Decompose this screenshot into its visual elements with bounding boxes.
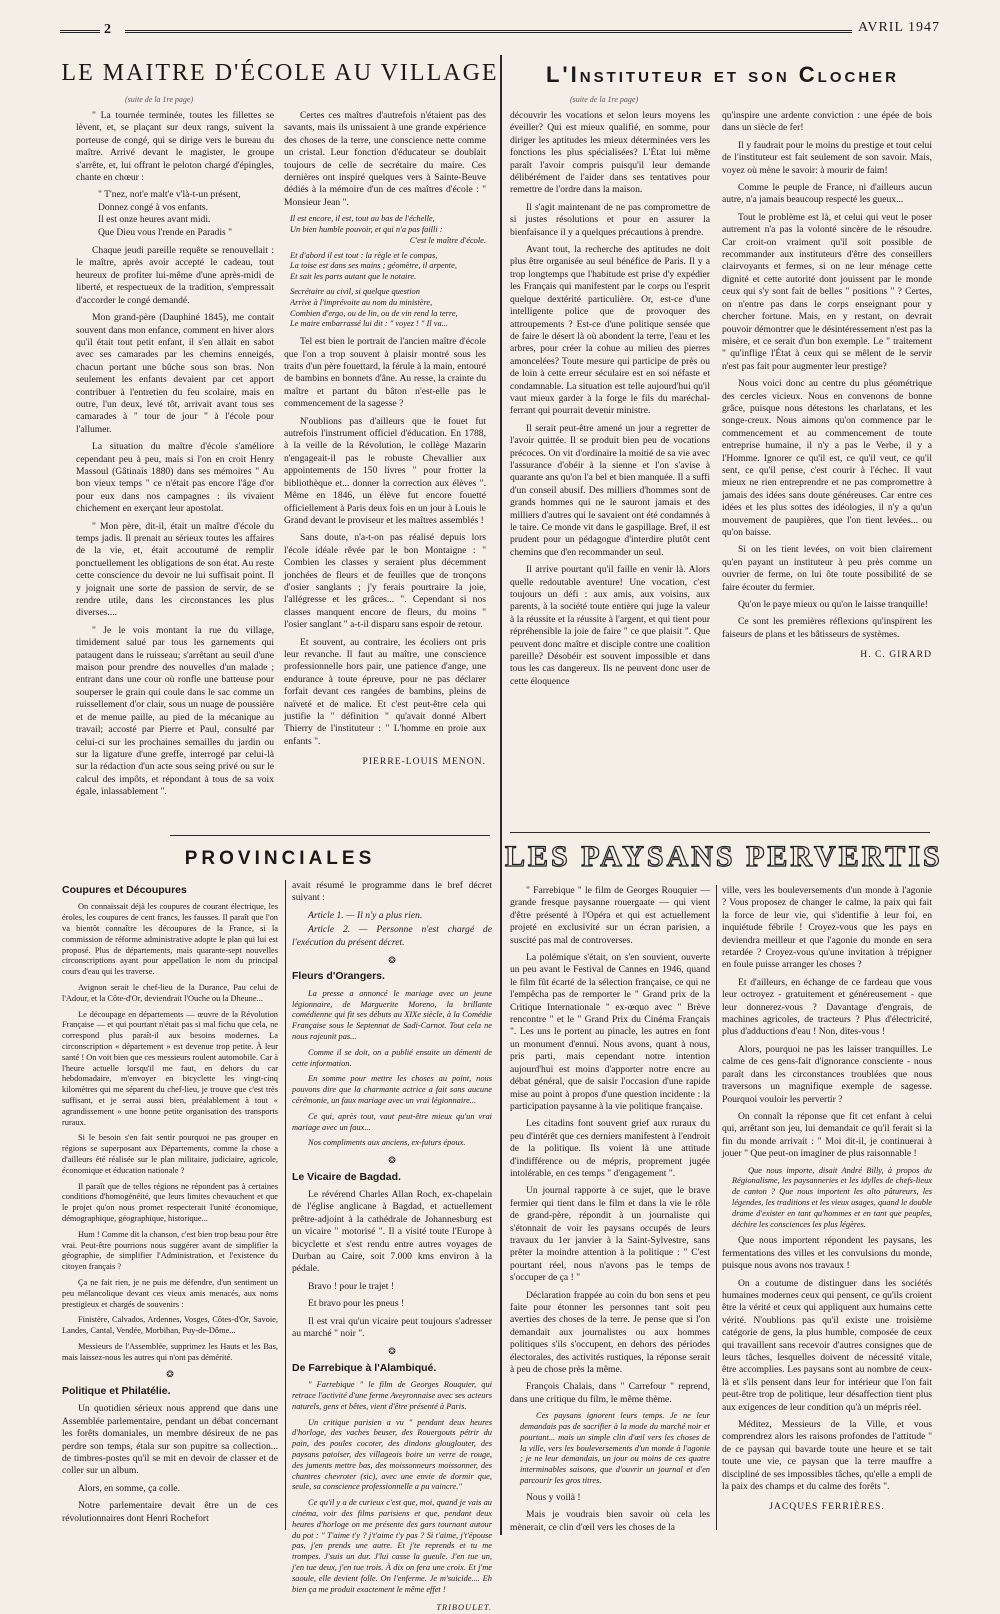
quoted-paragraph: Ces paysans ignorent leurs temps. Je ne leur demandais pas de sacrifier à la mode du marché noir et pourtant... mais un simple clin d'œil vers les choses de la ville, vers les bouleversements d'un monde à l'agonie ; je ne leur demandais, un jour ou moins de ces quatre interminables saisons, que d'ouvrir un journal et d'en parcourir les gros titres. [520,1411,710,1486]
article-title-instituteur: L'Instituteur et son Clocher [545,62,899,87]
suite-note-instituteur: (suite de la 1re page) [570,95,639,104]
paragraph: Mais je voudrais bien savoir où cela les mènerait, ce clin d'œil vers les choses de la [510,1509,710,1533]
verse-line: " T'nez, not'e malt'e v'là-t-un présent, [98,189,241,201]
quoted-paragraph: Que nous importe, disait André Billy, à propos du Régionalisme, les paysanneries et les idylles de chefs-lieux de canton ? Que nous importent les alto pâtureurs, les légendes, les traditions et les vieux usages, quand le double drame d'exister en tant qu'hommes et en tant que peuples, déchire les consciences les plus légères. [732,1165,932,1229]
paragraph: Que nous importent répondent les paysans, les fermentations des villes et les convulsions du monde, puisque nous avons nos travaux ! [722,1235,932,1272]
paragraph: Les citadins font souvent grief aux ruraux du peu d'intérêt que ces derniers manifestent à l'endroit de la politique. Ils voient là une attitude d'indifférence ou de mépris, proprement jugée intolérable, en ces temps " d'engagement ". [510,1118,710,1179]
paragraph: Un quotidien sérieux nous apprend que dans une Assemblée parlementaire, pendant un débat concernant les forêts domaniales, un membre désireux de ne pas perdre son temps, étala sur son pupitre sa collection... de timbres-postes qu'il se mit en devoir de classer et de coller sur un album. [62,1403,278,1477]
header-rule-right [125,30,940,33]
verse-line: Que Dieu vous l'rende en Paradis " [98,226,233,238]
poem-line: Il est encore, il est, tout au bas de l'échelle, [290,214,435,224]
paragraph: Nous voici donc au centre du plus géométrique des cercles vicieux. Nous en convenons de bonne grâce, puisque nous détestons les charlatans, et les songe-creux. Nous aimons qu'on commence par le commencement et au commencement de toute entreprise humaine, il n'y a pas le Verbe, il y a l'Homme. Ignorer ce qu'il est, ce qu'il veut, ce qu'il sent, ce qu'il pense, c'est courir à l'échec. Il vaut mieux ne rien entreprendre et ne pas compromettre à jamais des idées sans doute généreuses. Car entre ces idées et les plus sottes des idéologies, il n'y a qu'un mouvement de paupières, que l'on tient levées... ou qu'on baisse. [722,378,932,538]
poem-line: La toise est dans ses mains ; géomètre, il arpente, [290,261,457,271]
paragraph: Et d'ailleurs, en échange de ce fardeau que vous leur octroyez - gratuitement et généreusement - que leur donnerez-vous ? Davantage d'engrais, de machines agricoles, de tracteurs ? Plus d'électricité, plus d'adductions d'eau ! Non, dites-vous ! [722,976,932,1038]
paragraph: Il arrive pourtant qu'il faille en venir là. Alors quelle redoutable aventure! Une vocation, c'est toujours un défi : aux amis, aux voisins, aux parents, à la société toute entière qui juge la valeur à la réussite et la réussite à l'argent, et qui tient pour répréhensible la joie de faire " ce que plaisit ". Que peuvent donc maître et disciple contre une coalition pareille? Désobéir est souvent impossible et dans tous les cas dangereux. Ils ne peuvent donc user de cette éloquence [510,564,710,687]
paragraph: Si le besoin s'en fait sentir pourquoi ne pas grouper en régions se superposant aux Départements, comme la chose a d'ailleurs été réalisée sur le plan militaire, judiciaire, agricole, économique et éducation nationale ? [62,1133,278,1175]
paragraph: " Je le vois montant la rue du village, timidement salué par tous les garnements qui pataugent dans le ruisseau; s'arrêtant au seuil d'une maison pour prendre des nouvelles d'un malade ; entrant dans une cour où ronfle une batteuse pour souperser le grain qui coule dans le sac comme un ruissellement d'or clair, sous un nuage de poussière et de menue paille, au pied de la mécanique au travail; accosté par Pierre et Paul, consulté par celui-ci sur les prochaines semailles du jardin ou sur la ligature d'une greffe, interrogé par celui-là sur la rédaction d'un acte sous seing privé ou sur le calcul des impôts, et répondant à tous de sa voix égale, inlassablement ". [76,624,274,798]
section-ornament: ❂ [166,1369,174,1380]
maitre-column-1 [76,110,274,825]
provinciales-column-1 [62,880,278,1535]
paragraph: Bravo ! pour le trajet ! [308,1280,395,1292]
section-rule-left [170,835,490,836]
paragraph: N'oublions pas d'ailleurs que le fouet fut autrefois l'instrument officiel d'éducation. En 1788, à la veille de la Révolution, le collège Mazarin n'engageait-il pas le robuste Chevallier aux appointements de 150 livres " pour frotter la bibliothèque et... donner la correction aux élèves ". Même en 1846, un élève fut encore fouetté officiellement à Paris deux fois en un jour à Louis le Grand devant le proviseur et les maîtres assemblés ! [284,415,486,526]
decree-article: Article 1. — Il n'y a plus rien. [308,909,423,921]
center-column-rule [500,55,502,1535]
paragraph: Comme le peuple de France, ni d'ailleurs aucun autre, n'a jamais beaucoup respecté les gueux... [722,182,932,206]
paragraph: Il paraît que de telles régions ne répondent pas à certaines conditions d'homogénéité, que leurs limites chevauchent et que le projet qu'on nous promet respecterait l'unité économique, démographique, géographique, historique... [62,1181,278,1223]
verse-line: Donnez congé à vos enfants. [98,201,209,213]
author-signature: JACQUES FERRIÈRES. [769,1501,885,1513]
paragraph: Le découpage en départements — œuvre de la Révolution Française — et qui pourtant n'était pas si mal fichu que cela, ne correspond plus paraît-il aux besoins modernes. La circonscription « département » est devenue trop petite. À leur santé ! On voit bien que ces messieurs roulent automobile. Car à l'heure actuelle lorsqu'il me faut, en dehors du car hebdomadaire, m'envoyer en bicyclette les vingt-cinq kilomètres qui me séparent du chef-lieu, je trouve que c'est très suffisant, et je serrai aussi bien, préalablement à tout « agrandissement » une bonne petite organisation des transports ruraux. [62,1009,278,1127]
paragraph: François Chalais, dans " Carrefour " reprend, dans une critique du film, le même thème. [510,1381,710,1405]
paragraph: Alors, en somme, ça colle. [78,1482,181,1494]
paragraph: Messieurs de l'Assemblée, supprimez les Hauts et les Bas, mais laissez-nous les autres qui n'ont pas démérité. [62,1341,278,1362]
verse-congé [76,189,274,239]
paragraph: " La tournée terminée, toutes les fillettes se lèvent, et, se plaçant sur deux rangs, suivent la porteuse de congé, qui se dirige vers le bureau du maître. Arrivé devant le magister, le groupe s'arrête, et, lui offrant le peloton chargé d'épingles, chante en chœur : [76,110,274,184]
paragraph: Ce sont les premières réflexions qu'inspirent les faiseurs de plans et les bâtisseurs de systèmes. [722,616,932,640]
paragraph: Finistère, Calvados, Ardennes, Vosges, Côtes-d'Or, Savoie, Landes, Cantal, Vendée, Morbihan, Puy-de-Dôme... [62,1315,278,1336]
author-signature: H. C. GIRARD [860,649,932,661]
article-title-paysans: LES PAYSANS PERVERTIS [505,840,943,873]
paragraph: " Farrebique " le film de Georges Rouquier — grande fresque paysanne rouergaate — qui vient d'être présenté à l'Opéra et qui est actuellement projeté en exclusivité sur un écran parisien, a suscité pas mal de controverses. [510,885,710,946]
poem-line: Et sait les parts autant que le notaire. [290,272,417,282]
paragraph: Il s'agit maintenant de ne pas compromettre de si justes résolutions et pour en assurer la bienfaisance il y a quelques précautions à prendre. [510,201,710,238]
paragraph: avait résumé le programme dans le bref décret suivant : [292,880,492,904]
subheading-vicaire: Le Vicaire de Bagdad. [292,1170,401,1183]
paragraph: On connaissait déjà les coupures de courant électrique, les éroles, les coupures de cent francs, les fausses. Il paraît que l'on va bientôt connaître les découpures de la France, si la commission de réforme administrative adopte le plan qui lui est proposé. Plus de départements, mais quarante-sept nouvelles circonscriptions ayant pour appellation le nom du principal cours d'eau qui les traverse. [62,902,278,977]
article-title-maitre: LE MAITRE D'ÉCOLE AU VILLAGE [61,60,499,86]
paragraph: " Mon père, dit-il, était un maître d'école du temps jadis. Il prenait au sérieux toutes les affaires de la vie, et, était accoutumé de remplir ponctuellement les obligations de son état. Au reste cette conscience du devoir ne lui suffisait point. Il y joignait une sorte de passion de servir, de se rendre utile, dans les circonstances les plus diverses.... [76,520,274,619]
paragraph: Nos compliments aux anciens, ex-futurs époux. [308,1138,466,1148]
author-signature: TRIBOULET. [436,1603,492,1613]
section-title-provinciales: PROVINCIALES [184,848,376,869]
paragraph: Chaque jeudi pareille requête se renouvellait : le maître, après avoir accepté le cadeau, tout heureux de profiter lui-même d'une après-midi de liberté, et respectueux de la tradition, s'empressait d'accorder le congé demandé. [76,245,274,306]
instituteur-column-2 [722,110,932,825]
paragraph: Ce qu'il y a de curieux c'est que, moi, quand je vais au cinéma, voir des films parisiens et que, pendant deux heures d'horloge on me présente des gars tournant autour du pot : " T'aime t'y ? j't'aime t'y pas ? Si t'aime, j't'épouse pas, j'en prends une autre. Et j'te reprends et tu me trompes. J'suis un dur. J'lui casse la gueule. J'en tue un, j'en tue deux, j'en tue trois. À dix on fera une croix. Et j'me saoule, elle devient folle. On l'enferme. Je m'suicide.... Eh bien ça me produit exactement le même effet ! [292,1498,492,1594]
paragraph: Avant tout, la recherche des aptitudes ne doit plus être organisée au seul bénéfice de Paris. Il y a trop longtemps que l'habitude est prise d'y expédier les Français qui manifestent par le corps ou l'esprit quelque dextérité particulière. Or, est-ce d'une intelligente police que de provoquer des attroupements ? Est-ce d'une politique sensée que de faire le désert là où abondent la terre, l'eau et les arbres, pour créer la cohue au milieu des pierres amoncelées? Toute mesure qui participe de près ou de loin à cette erreur séculaire est en soi néfaste et condamnable. La situation est telle aujourd'hui qu'il vaut mieux garder à la forge le fils du maréchal-ferrant qui pourrait devenir ministre. [510,244,710,417]
sainte-beuve-poem [284,214,486,330]
paysans-column-rule [716,885,717,1530]
paragraph: Alors, pourquoi ne pas les laisser tranquilles. Le calme de ces gens-fait d'ignorance consciente - nous paraît dans les circonstances troublées que nous traversons un magnifique exemple de sagesse. Pourquoi vouloir les pervertir ? [722,1043,932,1105]
paragraph: Ce qui, après tout, vaut peut-être mieux qu'un vrai mariage avec un faux... [292,1111,492,1132]
author-signature: PIERRE-LOUIS MENON. [362,756,486,768]
paragraph: Comme il se doit, on a publié ensuite un démenti de cette information. [292,1047,492,1068]
subheading-fleurs: Fleurs d'Orangers. [292,970,385,983]
paragraph: Ça ne fait rien, je ne puis me défendre, d'un sentiment un peu mélancolique devant ces vieux amis menacés, aux noms prestigieux et chargés de souvenirs : [62,1277,278,1309]
paragraph: Un journal rapporte à ce sujet, que le brave fermier qui tient dans le film et dans la vie le rôle de grand-père, répondit à un journaliste qui s'étonnait de voir les paysans occupés de leurs travaux du 1er janvier à la Saint-Sylvestre, sans prêter la moindre attention à la politique : " C'est pourtant réel, nous n'avons pas le temps de s'occuper de ça ! " [510,1185,710,1284]
paragraph: Mon grand-père (Dauphiné 1845), me contait souvent dans mon enfance, comment en hiver alors qu'il était tout petit enfant, il s'en allait en sabot avec ses camarades par les chemins enneigés, chacun portant une bûche sous son bras. Non seulement les enfants devaient par cet apport contribuer à l'entretien du feu scolaire, mais en outre, l'un deux, levé tôt, arrivait avant tous ses camarades à " tour de jour " à l'école pour l'allumer. [76,312,274,435]
paragraph: ville, vers les bouleversements d'un monde à l'agonie ? Vous proposez de changer le calme, la paix qui fait la force de leur vie, qui s'identifie à leur foi, en inquiétude fébrile ! Croyez-vous que les pays en deviendra meilleur et que l'agonie du monde en sera retardée ? Croyez-vous qu'une invitation à trépigner en foule puisse arranger les choses ? [722,885,932,971]
section-ornament: ❂ [388,1346,396,1357]
paragraph: On a coutume de distinguer dans les sociétés humaines modernes ceux qui pensent, ce qu'ils croient être la vérité et ceux qui appliquent aux humains cette vérité. N'oublions pas qu'il existe une troisième catégorie de gens, la plus humble, composée de ceux qui travaillent sans recevoir d'autres consignes que de leurs tâches, lesquelles doivent de nécessité vitale, être accomplies. Les paysans sont au nombre de ceux-là et s'ils pensent dans leur for intérieur que l'on fait peut-être trop de politique, leur désaffection tient plus aux exigences de leur condition qu'à un mépris réel. [722,1277,932,1413]
paysans-column-2 [722,885,932,1535]
header-rule-left [60,30,100,33]
paragraph: qu'inspire une ardente conviction : une épée de bois dans un siècle de fer! [722,110,932,134]
paragraph: Avignon serait le chef-lieu de la Durance, Pau celui de l'Adour, et la Côte-d'Or, deviendrait l'Ouche ou la Dheune... [62,982,278,1003]
section-rule-right [510,832,930,833]
poem-line: C'est le maître d'école. [409,235,486,245]
paragraph: La presse a annoncé le mariage avec un jeune légionnaire, de Marguerite Moreno, la brillante comédienne qui fit ses débuts au XIXe siècle, à la Comédie Française sous le Septennat de Sadi-Carnot. Tout cela ne nous rajeunit pas... [292,988,492,1042]
paragraph: Un critique parisien a vu " pendant deux heures d'horloge, des vaches beuser, des Rouergouts pétrir du pain, des poules cocoter, des dindons glouglouter, des paysans patoiser, des villageois boire un verre de rouge, des juments mettre bas, des moissonneurs moissonner, des chantres chevroter (sic), avec une envie de dormir que, seule, sa conscience professionnelle a pu vaincre." [292,1417,492,1492]
subheading-philatelie: Politique et Philatélie. [62,1384,171,1397]
paragraph: On connaît la réponse que fit cet enfant à celui qui, arrêtant son jeu, lui demandait ce qu'il ferait si la fin du monde arrivait : " Moi dit-il, je continuerai à jouer " Que peut-on imaginer de plus raisonnable ! [722,1110,932,1160]
decree-article: Article 2. — Personne n'est chargé de l'exécution du présent décret. [292,924,492,948]
paragraph: Et bravo pour les pneus ! [308,1298,405,1310]
section-ornament: ❂ [388,1155,396,1166]
paragraph: Et souvent, au contraire, les écoliers ont pris leur revanche. Il faut au maître, une conscience professionnelle hors pair, une patience d'ange, une endurance à toute épreuve, pour ne pas déclarer forfait devant ces rangées de bambins, pleins de naïveté et de malice. Et c'est peut-être cela qui justifie la " définition " qu'avait donné Albert Thierry de l'instituteur : " L'homme en proie aux enfants ". [284,636,486,747]
paragraph: Déclaration frappée au coin du bon sens et peu faite pour étonner les personnes tant soit peu averties des choses de la terre. Je pense que si l'on demandait aux journalistes ou aux hommes politiques s'ils s'occupent, en dehors des périodes électorales, des activités rustiques, la réponse serait à peu de chose près la même. [510,1289,710,1376]
poem-line: Arrive à l'imprévoite au nom du ministère, [290,297,433,307]
paragraph: Tel est bien le portrait de l'ancien maître d'école que l'on a trop souvent à plaisir montré sous les traits d'un père fouettard, la férule à la main, entouré de bambins en bonnets d'âne. Au resse, la crainte du maître et partant du bâton n'est-elle pas le commencement de la sagesse ? [284,336,486,410]
provinciales-column-rule [285,880,286,1530]
verse-line: Il est onze heures avant midi. [98,214,211,226]
issue-date: AVRIL 1947 [852,20,940,36]
paragraph: Sans doute, n'a-t-on pas réalisé depuis lors l'école idéale rêvée par le bon Montaigne : " Combien les classes y seraient plus décemment jonchées de fleurs et de feuilles que de tronçons d'osier sanglants ; j'y ferais pourtraire la joie, l'allégresse et les grâces... ". Cependant si nos classes manquent encore de fleurs, du moins " l'osier sanglant " a-t-il disparu sans espoir de retour. [284,532,486,631]
poem-line: Un bien humble pouvoir, et qui n'a pas failli : [290,225,443,235]
paragraph: Il serait peut-être amené un jour a regretter de l'avoir quittée. Il se produit bien peu de vocations précoces. On vit d'ordinaire la moitié de sa vie avec l'assurance d'obéir à la sienne et l'on s'avise à quarante ans qu'on l'a bel et bien manquée. Il a suffi d'un conseil abusif. Des milliers d'hommes sont de grands hommes qui ne le sauront jamais et des milliers d'autres qui le savaient ont été condamnés à le taire. Ce monde vit dans le gaspillage. Bref, il est prudent pour un pédagogue d'interdire plutôt cent chemins que d'en recommander un seul. [510,422,710,558]
subheading-coupures: Coupures et Découpures [62,884,187,896]
paragraph: Nous y voilà ! [526,1491,581,1503]
paragraph: La polémique s'était, on s'en souvient, ouverte un peu avant le Festival de Cannes en 1946, quand le film fût écarté de la sélection française, ce qui ne l'empêcha pas de remporter le " Grand prix de la Critique Internationale " ex-œquo avec " Brève rencontre " et le " Grand Prix du Cinéma Français ". Les uns le portent au pinacle, les autres en font un monument d'ennui. Nous avons, quant à nous, pris parti, mais cependant notre intention aujourd'hui est moins d'apporter notre encre au débat général, que de saisir l'occasion d'une rapide mise au point à propos d'une question incidente : la participation paysanne à la vie politique française. [510,952,710,1112]
paysans-column-1 [510,885,710,1535]
paragraph: Le révérend Charles Allan Roch, ex-chapelain de l'église anglicane à Bagdad, et actuellement prêtre-adjoint à la cathédrale de Johannesburg est un vicaire " motorisé ". Il a visité toute l'Europe à bicyclette et s'est rendu entre autres voyages de Durban au Caire, soit 7.000 kms environ à la pédale. [292,1189,492,1275]
poem-line: Et d'abord il est tout : la règle et le compas, [290,250,438,260]
suite-note-maitre: (suite de la 1re page) [125,95,194,104]
paragraph: Si on les tient levées, on voit bien clairement qu'en payant un instituteur à peu près comme un ouvrier de ferme, on lui ôte toute possibilité de se faire écouter du fermier. [722,544,932,593]
instituteur-column-1 [510,110,710,825]
paragraph: En somme pour mettre les choses au point, nous pouvons dire que la charmante actrice a fait sans aucune cérémonie, un faux mariage avec un vrai légionnaire... [292,1074,492,1106]
paragraph: Certes ces maîtres d'autrefois n'étaient pas des savants, mais ils unissaient à une grande expérience des choses de la terre, une conscience nette comme un cristal. Leur fonction d'éducateur se doublait toujours de celle de secrétaire du maire. Ces dernières ont inspiré quelques vers à Sainte-Beuve dédiés à la mémoire d'un de ces maîtres d'école : " Monsieur Jean ". [284,110,486,208]
page-number: 2 [104,22,111,37]
paragraph: découvrir les vocations et selon leurs moyens les éveiller? Qui est mieux qualifié, en somme, pour diriger les aptitudes les mieux déterminées vers les fonctions les plus spécialisées? L'État lui même paraît l'avoir compris puisqu'il leur demande délibérément de l'aider dans ses tentatives pour remettre de l'ordre dans la maison. [510,110,710,196]
paragraph: Méditez, Messieurs de la Ville, et vous comprendrez alors les raisons profondes de l'attitude " de ce paysan qui bavarde toute une heure et se tait toute une vie, ce paysan que la terre mauffre a discipliné de ses impossibles tâches, qu'elle a empli de la paix des champs et du calme des forêts ". [722,1419,932,1493]
poem-line: Le maire embarrassé lui dit : " voyez ! " Il va... [290,319,448,329]
paragraph: La situation du maître d'école s'améliore cependant peu à peu, mais si l'on en croit Henry Massoul (Gâtinais 1880) dans ses mémoires " Au bon vieux temps " ce n'était pas encore l'âge d'or pour eux dans nos campagnes : ils vivaient chichement en exerçant leur apostolat. [76,441,274,515]
paragraph: Qu'on le paye mieux ou qu'on le laisse tranquille! [738,599,928,611]
paragraph: Il est vrai qu'un vicaire peut toujours s'adresser au marché " noir ". [292,1315,492,1340]
subheading-farrebique: De Farrebique à l'Alambiqué. [292,1361,437,1374]
paragraph: Il y faudrait pour le moins du prestige et tout celui de l'instituteur est fait seulement de son savoir. Mais, voyez où mène le savoir: à mourir de faim! [722,139,932,176]
paragraph: " Farrebique " le film de Georges Rouquier, qui retrace l'activité d'une ferme Aveyronnaise avec ses acteurs naturels, gens et bêtes, vient d'être présenté à Paris. [292,1380,492,1411]
paragraph: Tout le problème est là, et celui qui veut le poser autrement n'a pas la volonté sincère de le résoudre. Car croit-on vraiment qu'il soit possible de recommander aux instituteurs d'être des conseillers clairvoyants et fermes, si on ne leur ménage cette dignité et cette autorité dont jouissent par le monde ceux qui s'y sont fait de belles " positions " ? Certes, on n'entre pas dans le corps enseignant pour y chercher fortune. Mais, en y restant, on devrait pouvoir démontrer que le désintéressement n'est pas la misère, et ce serait d'un bon exemple. Le " traitement " qu'inflige l'État à ceux qui se mêlent de le servir n'est pas fait pour augmenter leur prestige? [722,211,932,372]
paragraph: Hum ! Comme dit la chanson, c'est bien trop beau pour être vrai. Peut-être pourrions nous suggérer avant de simplifier la géographie, de simplifier l'Administration, et l'existence du citoyen français ? [62,1229,278,1272]
maitre-column-2 [284,110,486,825]
poem-line: Secrétaire au civil, si quelque question [290,287,420,297]
paragraph: Notre parlementaire devait être un de ces révolutionnaires dont Henri Rochefort [62,1500,278,1524]
page-header [60,22,940,42]
provinciales-column-2 [292,880,492,1613]
section-ornament: ❂ [388,955,396,966]
poem-line: Combien d'ergo, ou de lin, ou de vin rend la terre, [290,308,458,318]
